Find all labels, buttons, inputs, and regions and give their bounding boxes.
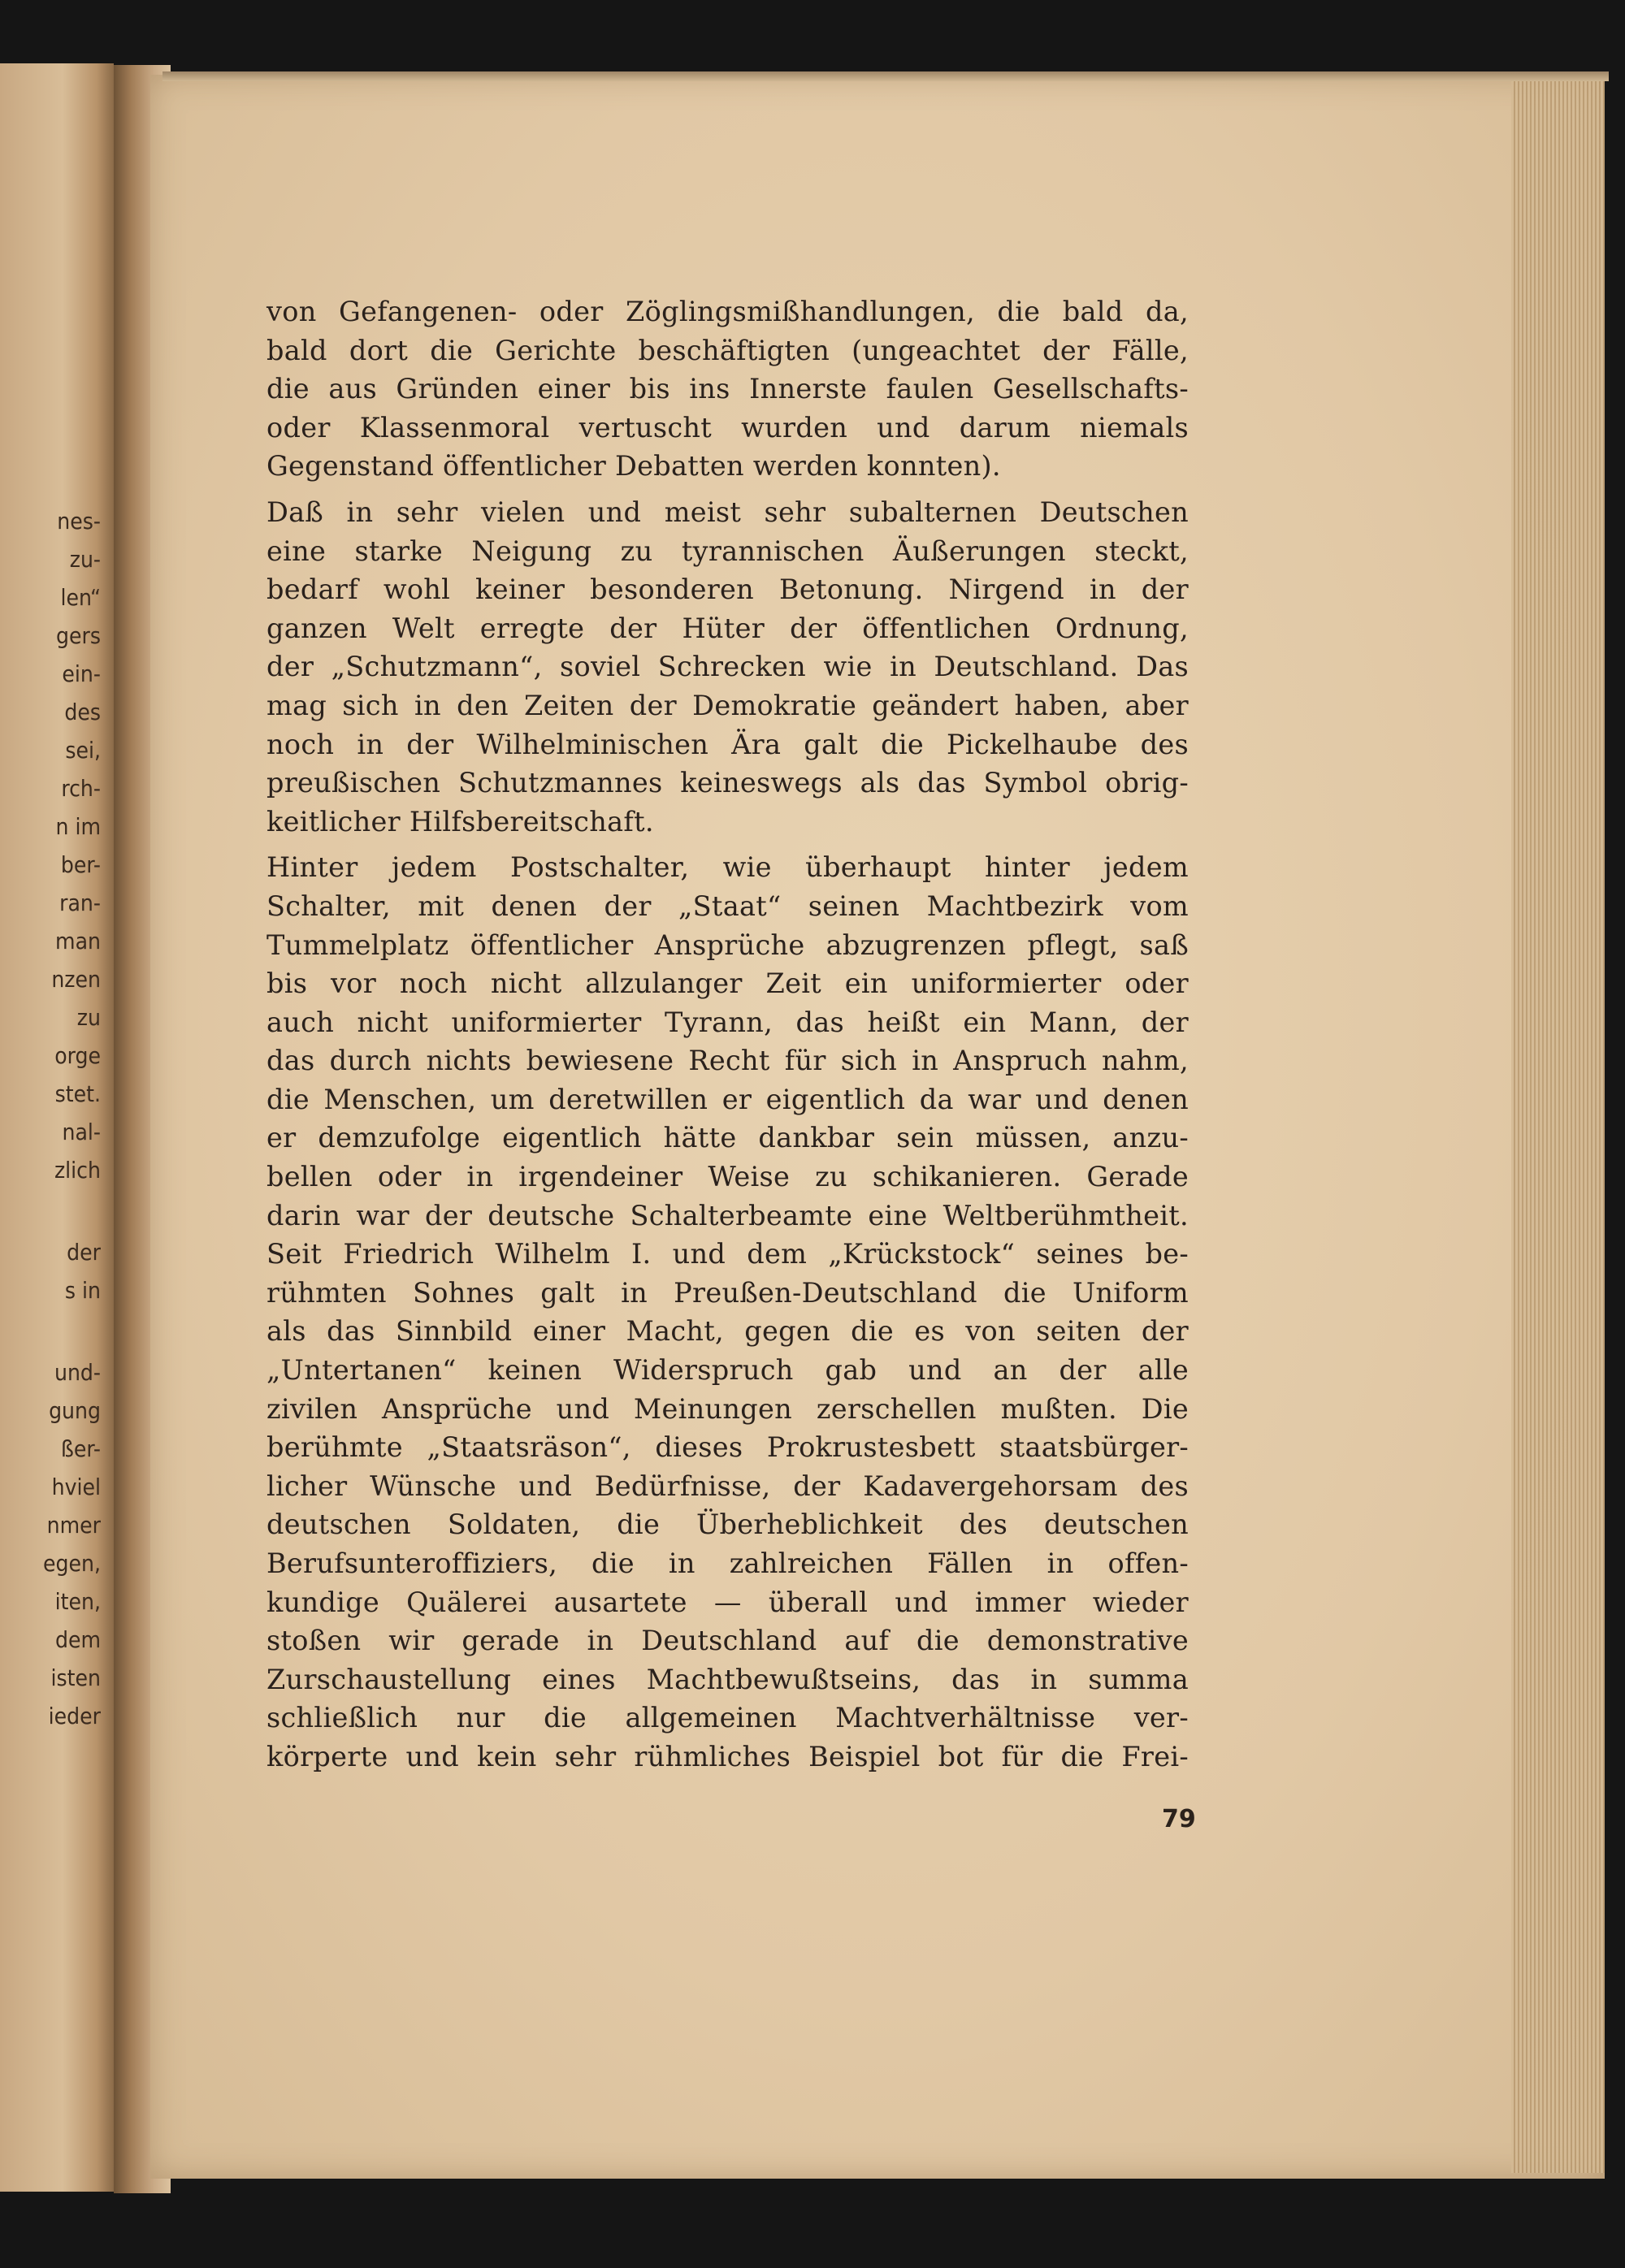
- left-page-fragment: nes-: [57, 508, 101, 535]
- left-page-fragment: ber-: [60, 851, 101, 878]
- text-line: die Menschen, um deretwillen er eigentlich da war und denen: [266, 1083, 1189, 1115]
- left-page-fragment: hviel: [51, 1474, 101, 1500]
- text-line: eine starke Neigung zu tyrannischen Äußerungen steckt,: [266, 535, 1189, 567]
- left-page-fragment: zu: [76, 1004, 101, 1031]
- text-line: Schalter, mit denen der „Staat“ seinen Machtbezirk vom: [266, 889, 1189, 922]
- page-number: 79: [1162, 1805, 1196, 1833]
- left-page-fragment: man: [55, 928, 101, 954]
- text-line: bis vor noch nicht allzulanger Zeit ein uniformierter oder: [266, 967, 1189, 1000]
- left-page-fragment: s in: [64, 1277, 101, 1304]
- text-line: bellen oder in irgendeiner Weise zu schikanieren. Gerade: [266, 1161, 1189, 1193]
- left-page-fragment: nzen: [51, 966, 101, 993]
- left-page-fragment: [0, 1189, 106, 1233]
- text-line: von Gefangenen- oder Zöglingsmißhandlungen, die bald da,: [266, 296, 1189, 327]
- left-page-fragment: isten: [50, 1664, 101, 1691]
- left-page-fragment: dem: [54, 1626, 101, 1653]
- left-page-fragment: ßer-: [60, 1435, 101, 1462]
- left-page-fragment: ran-: [59, 889, 101, 916]
- left-page-fragment: gers: [56, 622, 101, 649]
- text-line: er demzufolge eigentlich hätte dankbar sein müssen, anzu-: [266, 1122, 1189, 1154]
- text-line: licher Wünsche und Bedürfnisse, der Kadavergehorsam des: [266, 1469, 1189, 1502]
- left-page-fragment: des: [64, 699, 101, 725]
- text-line: Seit Friedrich Wilhelm I. und dem „Krückstock“ seines be-: [266, 1238, 1189, 1270]
- left-page-fragment: sei,: [65, 737, 101, 764]
- text-line: schließlich nur die allgemeinen Machtverhältnisse ver-: [266, 1702, 1189, 1734]
- text-line: rühmten Sohnes galt in Preußen-Deutschland die Uniform: [266, 1276, 1189, 1309]
- left-page-fragment: len“: [60, 584, 101, 611]
- paragraph: [266, 493, 1189, 841]
- text-line: Zurschaustellung eines Machtbewußtseins, das in summa: [266, 1663, 1189, 1695]
- text-line: mag sich in den Zeiten der Demokratie geändert haben, aber: [266, 689, 1189, 721]
- left-page-fragment: orge: [54, 1042, 101, 1069]
- text-line: ganzen Welt erregte der Hüter der öffentlichen Ordnung,: [266, 612, 1189, 644]
- text-line: keitlicher Hilfsbereitschaft.: [266, 805, 654, 838]
- left-page-text-fragments: [0, 502, 106, 1735]
- text-line: der „Schutzmann“, soviel Schrecken wie in Deutschland. Das: [266, 651, 1189, 683]
- text-line: kundige Quälerei ausartete — überall und immer wieder: [266, 1586, 1189, 1618]
- paragraph: [266, 848, 1189, 1776]
- text-line: als das Sinnbild einer Macht, gegen die es von seiten der: [266, 1315, 1189, 1348]
- text-line: Tummelplatz öffentlicher Ansprüche abzugrenzen pflegt, saß: [266, 928, 1189, 961]
- text-line: bedarf wohl keiner besonderen Betonung. Nirgend in der: [266, 573, 1189, 606]
- text-line: auch nicht uniformierter Tyrann, das heißt ein Mann, der: [266, 1006, 1189, 1038]
- page-top-edge: [162, 71, 1609, 81]
- text-line: Berufsunteroffiziers, die in zahlreichen Fällen in offen-: [266, 1547, 1189, 1579]
- text-line: körperte und kein sehr rühmliches Beispiel bot für die Frei-: [266, 1740, 1189, 1772]
- text-line: deutschen Soldaten, die Überheblichkeit des deutschen: [266, 1508, 1189, 1541]
- text-line: Daß in sehr vielen und meist sehr subalternen Deutschen: [266, 496, 1189, 528]
- page-stack-edges: [1511, 81, 1605, 2173]
- text-line: preußischen Schutzmannes keineswegs als das Symbol obrig-: [266, 767, 1189, 799]
- left-page-fragment: gung: [49, 1397, 101, 1424]
- text-line: die aus Gründen einer bis ins Innerste faulen Gesellschafts-: [266, 373, 1189, 405]
- text-line: oder Klassenmoral vertuscht wurden und darum niemals: [266, 411, 1189, 444]
- text-line: das durch nichts bewiesene Recht für sich in Anspruch nahm,: [266, 1045, 1189, 1077]
- text-line: berühmte „Staatsräson“, dieses Prokrustesbett staatsbürger-: [266, 1431, 1189, 1464]
- text-line: darin war der deutsche Schalterbeamte eine Weltberühmtheit.: [266, 1199, 1189, 1231]
- left-page-fragment: und-: [54, 1359, 101, 1386]
- text-line: noch in der Wilhelminischen Ära galt die Pickelhaube des: [266, 728, 1189, 760]
- left-page-fragment: n im: [55, 813, 101, 840]
- left-page-fragment: ein-: [62, 660, 101, 687]
- left-page-fragment: zlich: [54, 1157, 101, 1184]
- text-line: „Untertanen“ keinen Widerspruch gab und an der alle: [266, 1354, 1189, 1387]
- text-line: Hinter jedem Postschalter, wie überhaupt hinter jedem: [266, 851, 1189, 884]
- left-page-fragment: rch-: [61, 775, 101, 802]
- left-page-fragment: stet.: [54, 1080, 101, 1107]
- left-page-fragment: ieder: [48, 1703, 101, 1729]
- left-page-fragment: zu-: [69, 546, 101, 573]
- text-line: stoßen wir gerade in Deutschland auf die demonstrative: [266, 1625, 1189, 1657]
- left-page-fragment: nal-: [62, 1119, 101, 1145]
- left-page-fragment: [0, 1309, 106, 1353]
- text-line: zivilen Ansprüche und Meinungen zerschellen mußten. Die: [266, 1392, 1189, 1425]
- left-page-fragment: egen,: [43, 1550, 101, 1577]
- left-page-fragment: der: [67, 1239, 101, 1266]
- paragraph: [266, 292, 1189, 486]
- left-page-fragment: nmer: [46, 1512, 101, 1539]
- left-facing-page: [0, 63, 114, 2192]
- left-page-fragment: iten,: [54, 1588, 101, 1615]
- text-line: Gegenstand öffentlicher Debatten werden konnten).: [266, 450, 1001, 483]
- text-line: bald dort die Gerichte beschäftigten (ungeachtet der Fälle,: [266, 334, 1189, 366]
- body-text: [266, 292, 1189, 1777]
